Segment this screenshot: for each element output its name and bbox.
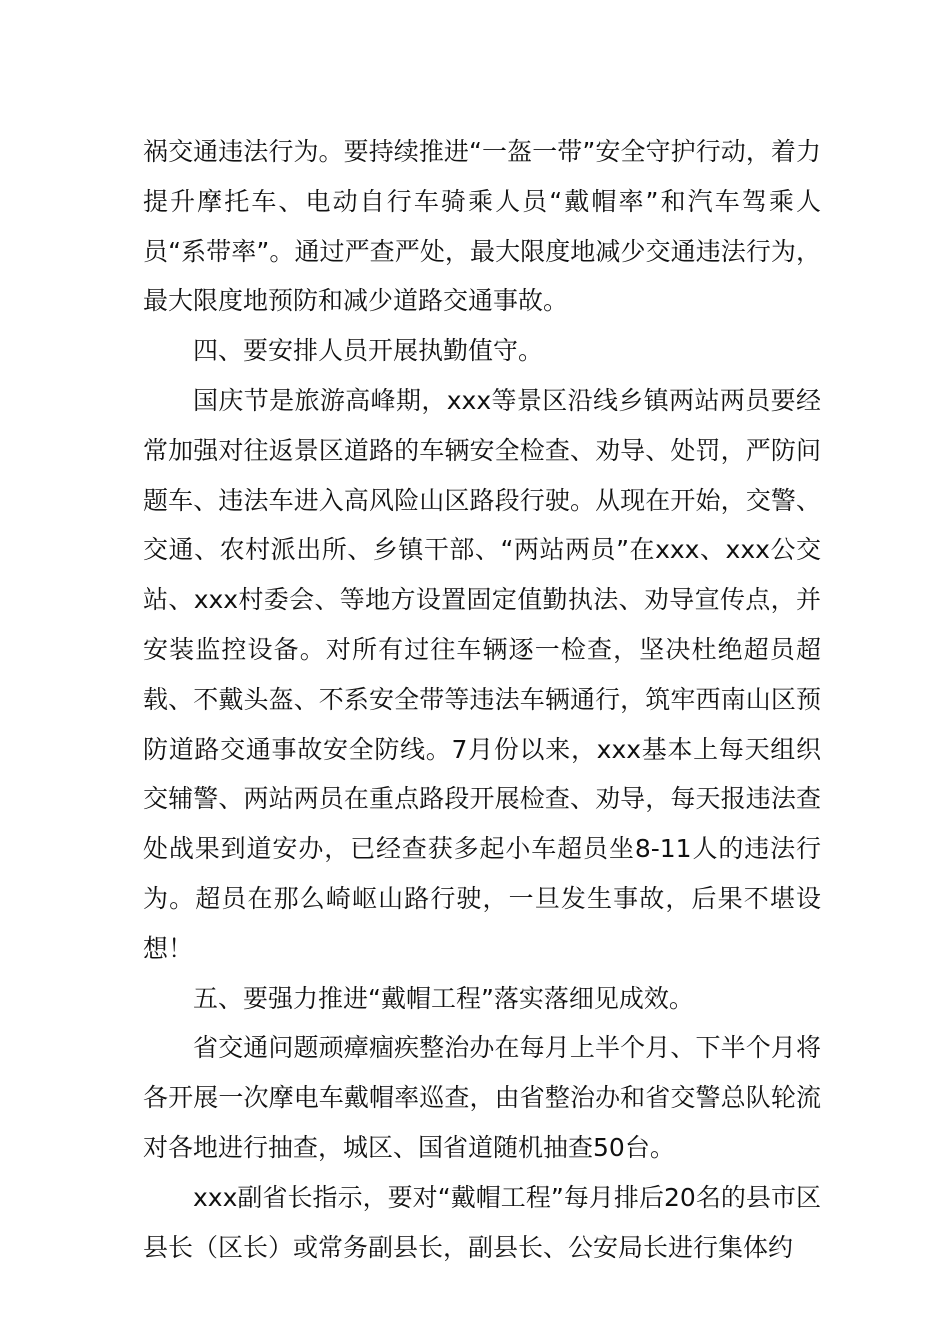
paragraph-continued: 祸交通违法行为。要持续推进“一盔一带”安全守护行动，着力提升摩托车、电动自行车骑乘人员“戴帽率”和汽车驾乘人员“系带率”。通过严查严处，最大限度地减少交通违法行为，最大限度地预防和减少道路交通事故。	[143, 137, 821, 316]
paragraph-national-day: 国庆节是旅游高峰期，xxx等景区沿线乡镇两站两员要经常加强对往返景区道路的车辆安全检查、劝导、处罚，严防问题车、违法车进入高风险山区路段行驶。从现在开始，交警、交通、农村派出所、乡镇干部、“两站两员”在xxx、xxx公交站、xxx村委会、等地方设置固定值勤执法、劝导宣传点，并安装监控设备。对所有过往车辆逐一检查，坚决杜绝超员超载、不戴头盔、不系安全带等违法车辆通行，筑牢西南山区预防道路交通事故安全防线。7月份以来，xxx基本上每天组织交辅警、两站两员在重点路段开展检查、劝导，每天报违法查处战果到道安办，已经查获多起小车超员坐8-11人的违法行为。超员在那么崎岖山路行驶，一旦发生事故，后果不堪设想！	[143, 385, 821, 963]
section-heading-five: 五、要强力推进“戴帽工程”落实落细见成效。	[193, 983, 694, 1013]
section-heading-four: 四、要安排人员开展执勤值守。	[193, 336, 544, 366]
document-body	[143, 127, 821, 1272]
paragraph-vice-governor: xxx副省长指示，要对“戴帽工程”每月排后20名的县市区县长（区长）或常务副县长，副县长、公安局长进行集体约	[143, 1182, 821, 1262]
paragraph-provincial-inspection: 省交通问题顽瘴痼疾整治办在每月上半个月、下半个月将各开展一次摩电车戴帽率巡查，由省整治办和省交警总队轮流对各地进行抽查，城区、国省道随机抽查50台。	[143, 1033, 821, 1162]
